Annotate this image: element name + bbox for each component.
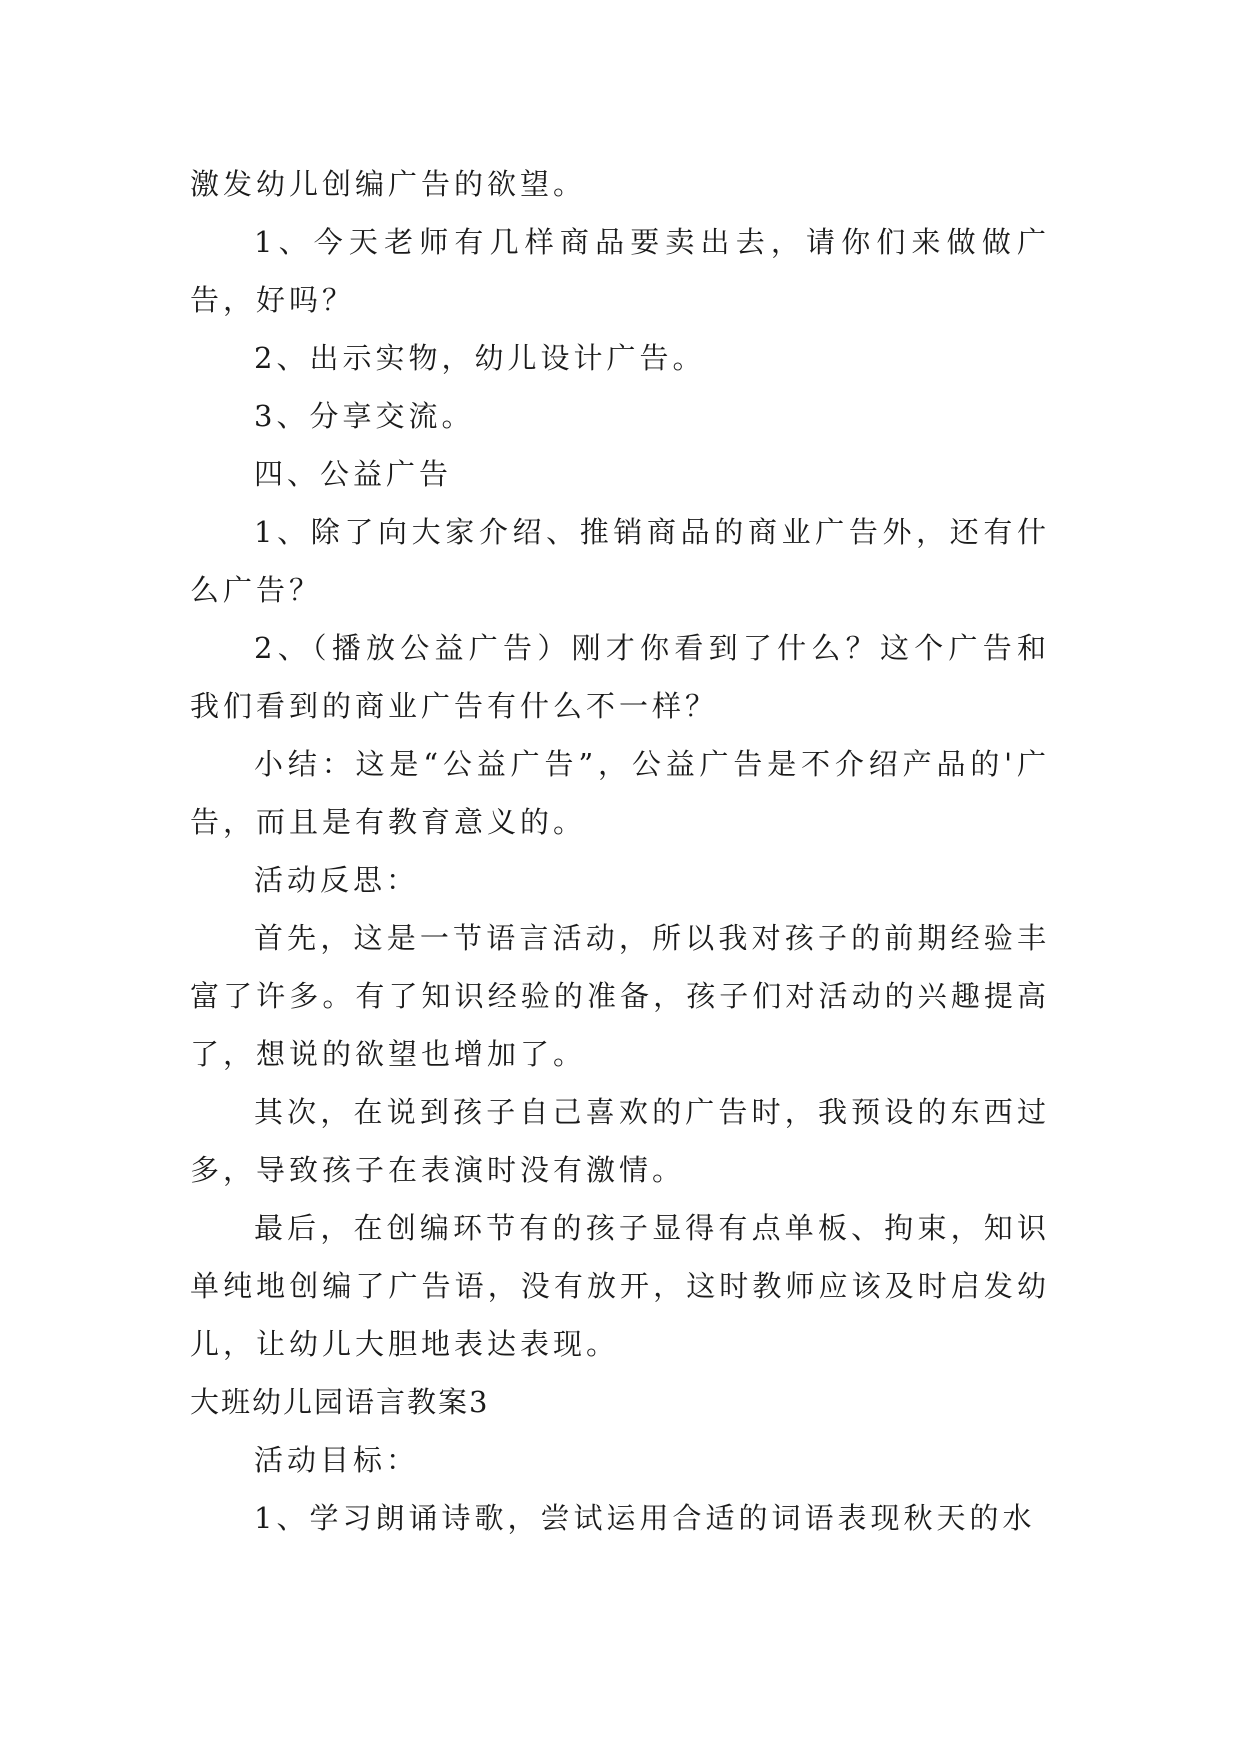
paragraph: 最后，在创编环节有的孩子显得有点单板、拘束，知识单纯地创编了广告语，没有放开，这时教师应该及时启发幼儿，让幼儿大胆地表达表现。	[190, 1211, 1050, 1361]
paragraph: 小结：这是“公益广告”，公益广告是不介绍产品的'广告，而且是有教育意义的。	[190, 747, 1050, 839]
paragraph: 首先，这是一节语言活动，所以我对孩子的前期经验丰富了许多。有了知识经验的准备，孩子们对活动的兴趣提高了，想说的欲望也增加了。	[190, 921, 1050, 1071]
paragraph: 1、除了向大家介绍、推销商品的商业广告外，还有什么广告？	[190, 515, 1050, 607]
paragraph: 1、今天老师有几样商品要卖出去，请你们来做做广告，好吗？	[190, 225, 1050, 317]
reflection-heading: 活动反思：	[254, 863, 420, 897]
document-body	[190, 155, 1050, 1547]
paragraph: 其次，在说到孩子自己喜欢的广告时，我预设的东西过多，导致孩子在表演时没有激情。	[190, 1095, 1050, 1187]
paragraph: 激发幼儿创编广告的欲望。	[190, 167, 587, 201]
paragraph: 2、出示实物，幼儿设计广告。	[254, 341, 706, 375]
paragraph: 2、（播放公益广告）刚才你看到了什么？这个广告和我们看到的商业广告有什么不一样？	[190, 631, 1050, 723]
paragraph: 3、分享交流。	[254, 399, 475, 433]
paragraph: 1、学习朗诵诗歌，尝试运用合适的词语表现秋天的水	[254, 1501, 1036, 1535]
section-heading: 四、公益广告	[254, 457, 453, 491]
section-title: 大班幼儿园语言教案3	[190, 1385, 490, 1419]
goals-heading: 活动目标：	[254, 1443, 420, 1477]
